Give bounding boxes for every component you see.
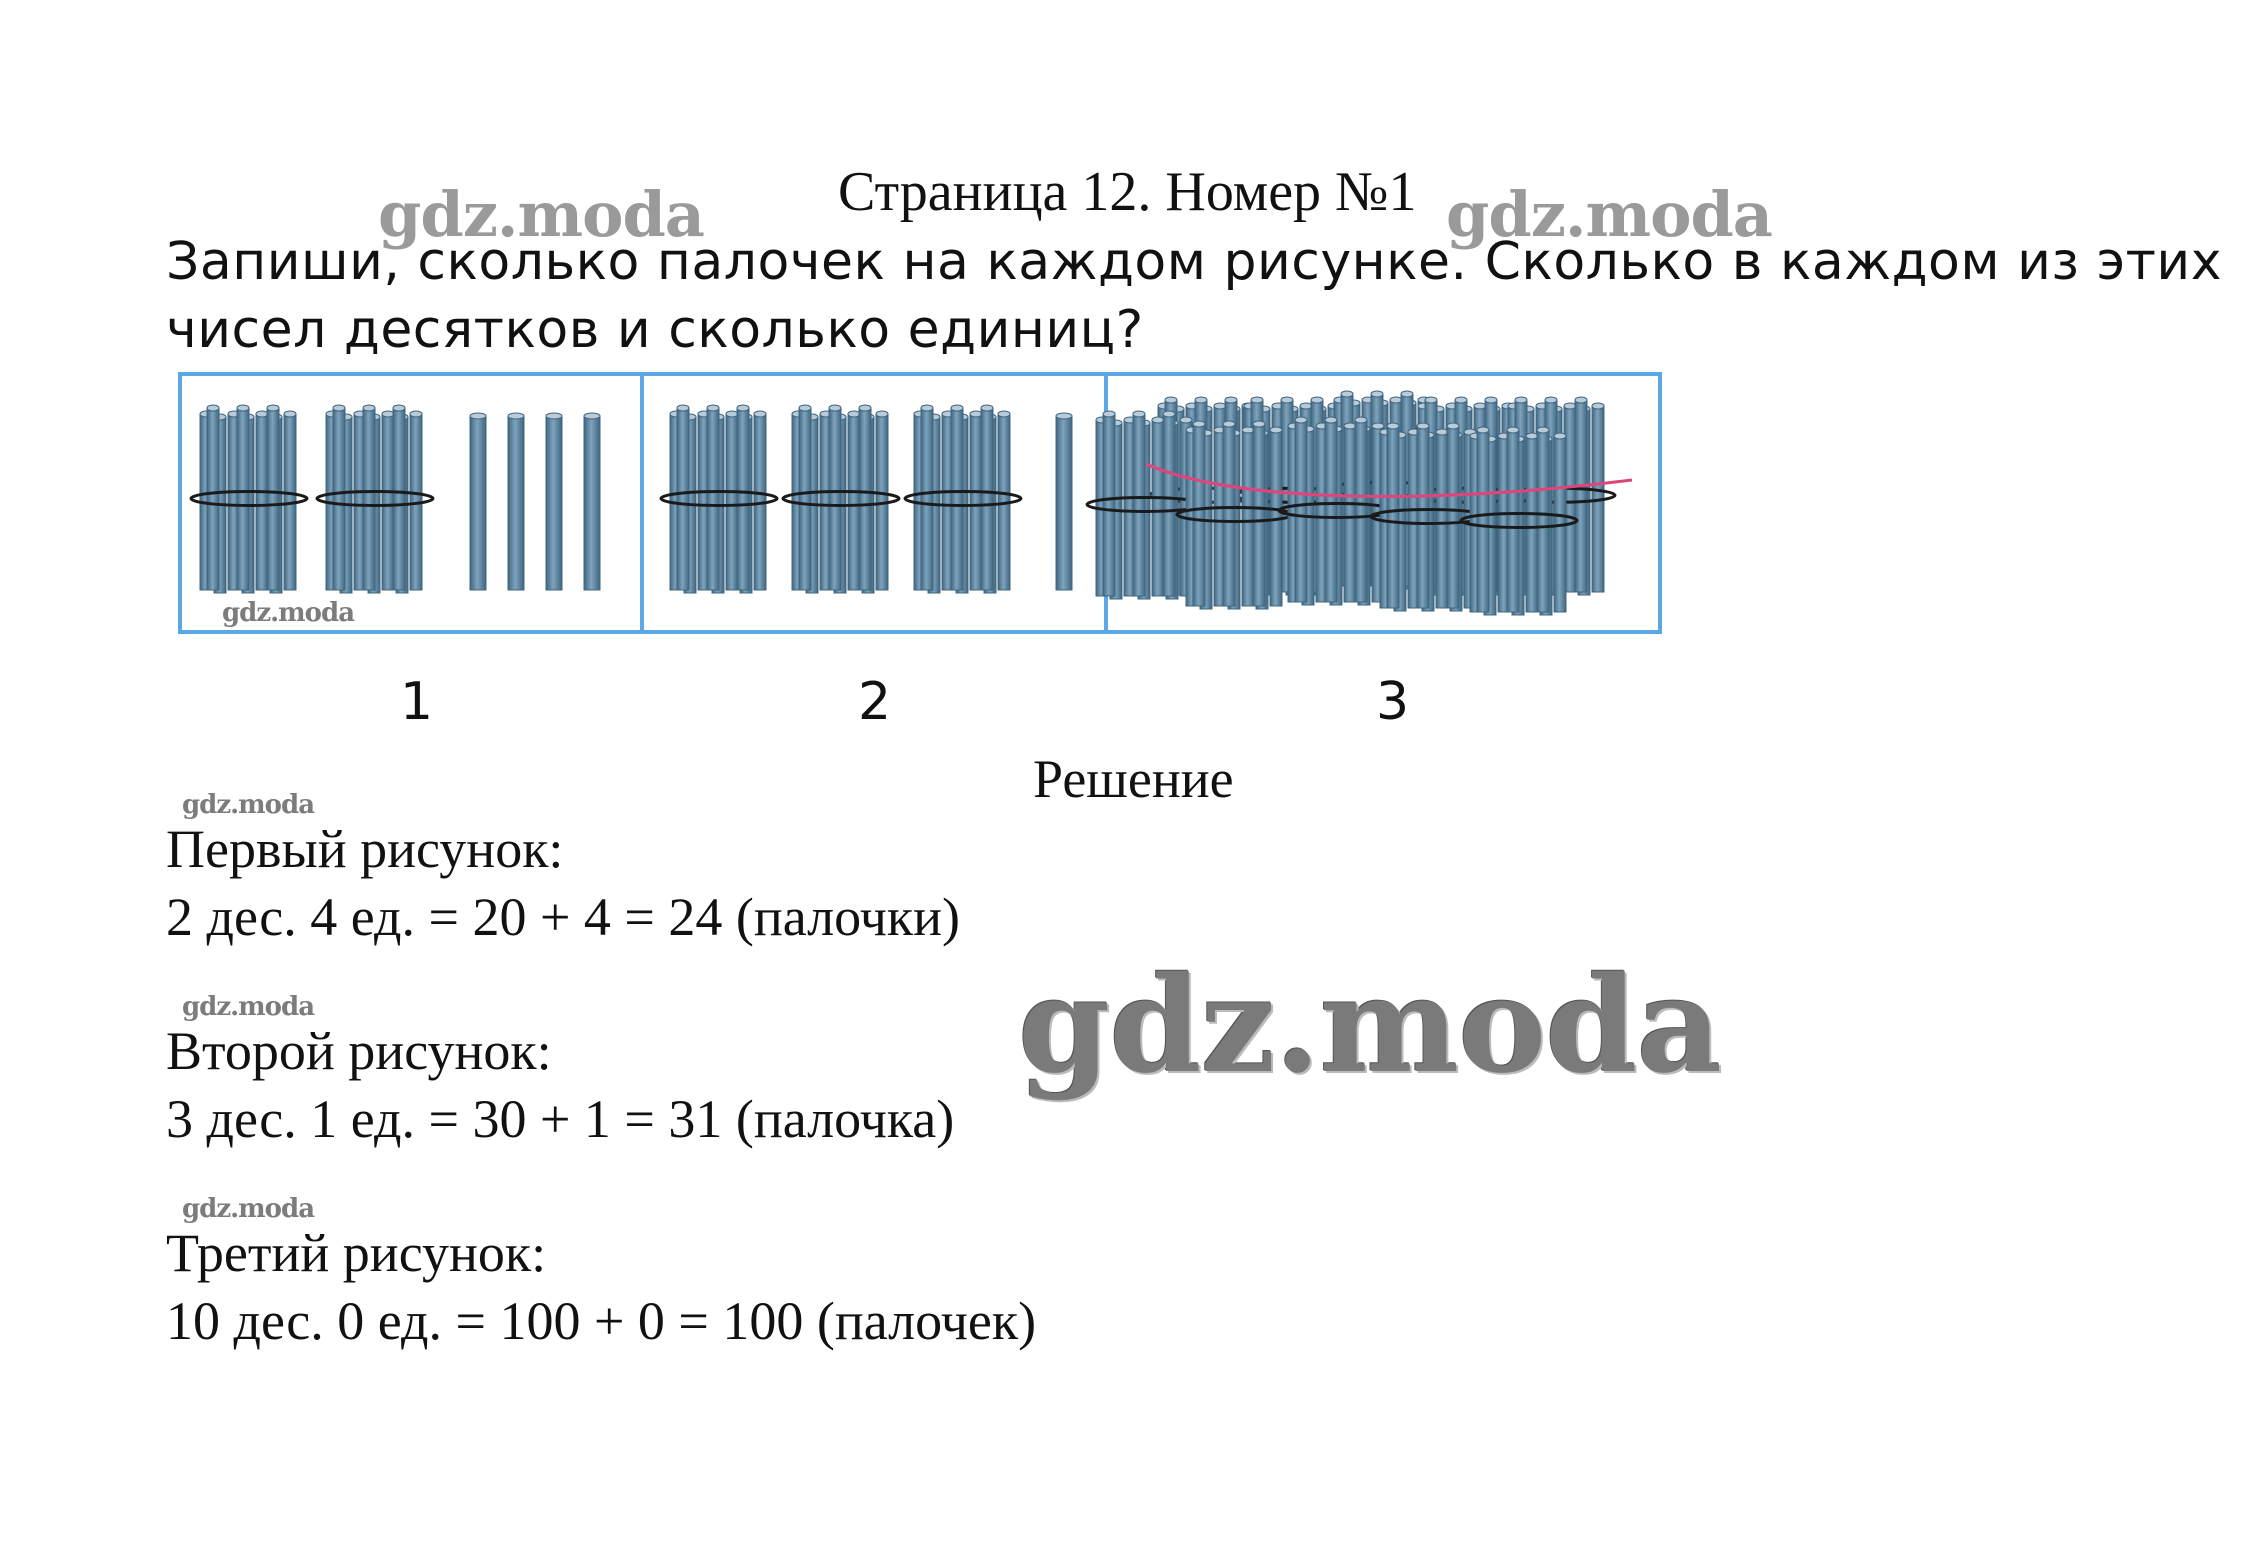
bundle bbox=[1461, 427, 1577, 615]
stick bbox=[508, 413, 524, 590]
stick bbox=[921, 405, 933, 590]
solution-equation-2: 3 дес. 1 ед. = 30 + 1 = 31 (палочка) bbox=[166, 1089, 955, 1149]
stick bbox=[970, 411, 982, 590]
stick bbox=[1477, 427, 1489, 612]
stick bbox=[237, 405, 249, 590]
stick bbox=[1554, 433, 1566, 612]
stick bbox=[1537, 427, 1549, 612]
bundle bbox=[905, 405, 1021, 593]
stick bbox=[1193, 421, 1205, 606]
watermark-logo: gdz.moda bbox=[182, 1194, 315, 1224]
stick bbox=[382, 411, 394, 590]
solution-title: Решение bbox=[1033, 749, 1234, 809]
stick bbox=[256, 411, 268, 590]
watermark-logo: gdz.moda bbox=[378, 178, 704, 251]
stick bbox=[410, 411, 422, 590]
stick bbox=[1507, 427, 1519, 612]
stick bbox=[737, 405, 749, 590]
stick bbox=[677, 405, 689, 590]
stick bbox=[1436, 429, 1448, 608]
stick bbox=[1387, 423, 1399, 608]
bundle bbox=[783, 405, 899, 593]
figure-label-2: 2 bbox=[858, 672, 892, 732]
stick bbox=[799, 405, 811, 590]
solution-heading-1: Первый рисунок: bbox=[166, 819, 564, 879]
stick bbox=[1242, 427, 1254, 606]
stick bbox=[707, 405, 719, 590]
watermark-logo: gdz.moda bbox=[1018, 948, 1722, 1103]
stick bbox=[1355, 417, 1367, 602]
bundle bbox=[191, 405, 307, 593]
figure-label-1: 1 bbox=[400, 672, 434, 732]
stick bbox=[284, 411, 296, 590]
stick bbox=[1270, 427, 1282, 606]
watermark-logo: gdz.moda bbox=[222, 598, 355, 628]
stick bbox=[1056, 413, 1072, 590]
stick bbox=[333, 405, 345, 590]
stick bbox=[848, 411, 860, 590]
bundle bbox=[1279, 417, 1395, 605]
stick bbox=[1152, 417, 1164, 596]
stick bbox=[1163, 411, 1175, 596]
bundle bbox=[1177, 421, 1293, 609]
stick bbox=[207, 405, 219, 590]
stick bbox=[876, 411, 888, 590]
stick bbox=[754, 411, 766, 590]
stick bbox=[726, 411, 738, 590]
solution-equation-3: 10 дес. 0 ед. = 100 + 0 = 100 (палочек) bbox=[166, 1291, 1037, 1351]
stick bbox=[1526, 433, 1538, 612]
stick bbox=[951, 405, 963, 590]
watermark-logo: gdz.moda bbox=[182, 992, 315, 1022]
bundle bbox=[317, 405, 433, 593]
stick bbox=[1253, 421, 1265, 606]
stick bbox=[267, 405, 279, 590]
stick bbox=[1344, 423, 1356, 602]
stick bbox=[1575, 397, 1587, 592]
panel-2 bbox=[661, 405, 1072, 593]
stick bbox=[363, 405, 375, 590]
bundle bbox=[661, 405, 777, 593]
panel-3 bbox=[1087, 391, 1632, 615]
stick bbox=[1295, 417, 1307, 602]
figure-label-3: 3 bbox=[1376, 672, 1410, 732]
stick bbox=[981, 405, 993, 590]
sticks-figure bbox=[178, 372, 1662, 636]
stick bbox=[584, 413, 600, 590]
watermark-logo: gdz.moda bbox=[182, 790, 315, 820]
page-title: Страница 12. Номер №1 bbox=[838, 161, 1417, 223]
stick bbox=[546, 413, 562, 590]
stick bbox=[829, 405, 841, 590]
stick bbox=[1103, 411, 1115, 596]
solution-heading-3: Третий рисунок: bbox=[166, 1223, 547, 1283]
stick bbox=[470, 413, 486, 590]
watermark-logo: gdz.moda bbox=[1446, 178, 1772, 251]
stick bbox=[393, 405, 405, 590]
task-text-line-2: чисел десятков и сколько единиц? bbox=[166, 300, 1144, 360]
stick bbox=[998, 411, 1010, 590]
stick bbox=[1325, 417, 1337, 602]
stick bbox=[1592, 403, 1604, 592]
stick bbox=[1417, 423, 1429, 608]
stick bbox=[1133, 411, 1145, 596]
stick bbox=[1447, 423, 1459, 608]
stick bbox=[1223, 421, 1235, 606]
solution-heading-2: Второй рисунок: bbox=[166, 1021, 552, 1081]
stick bbox=[859, 405, 871, 590]
solution-equation-1: 2 дес. 4 ед. = 20 + 4 = 24 (палочки) bbox=[166, 887, 960, 947]
task-text-line-1: Запиши, сколько палочек на каждом рисунке. Сколько в каждом из этих bbox=[166, 232, 2222, 292]
